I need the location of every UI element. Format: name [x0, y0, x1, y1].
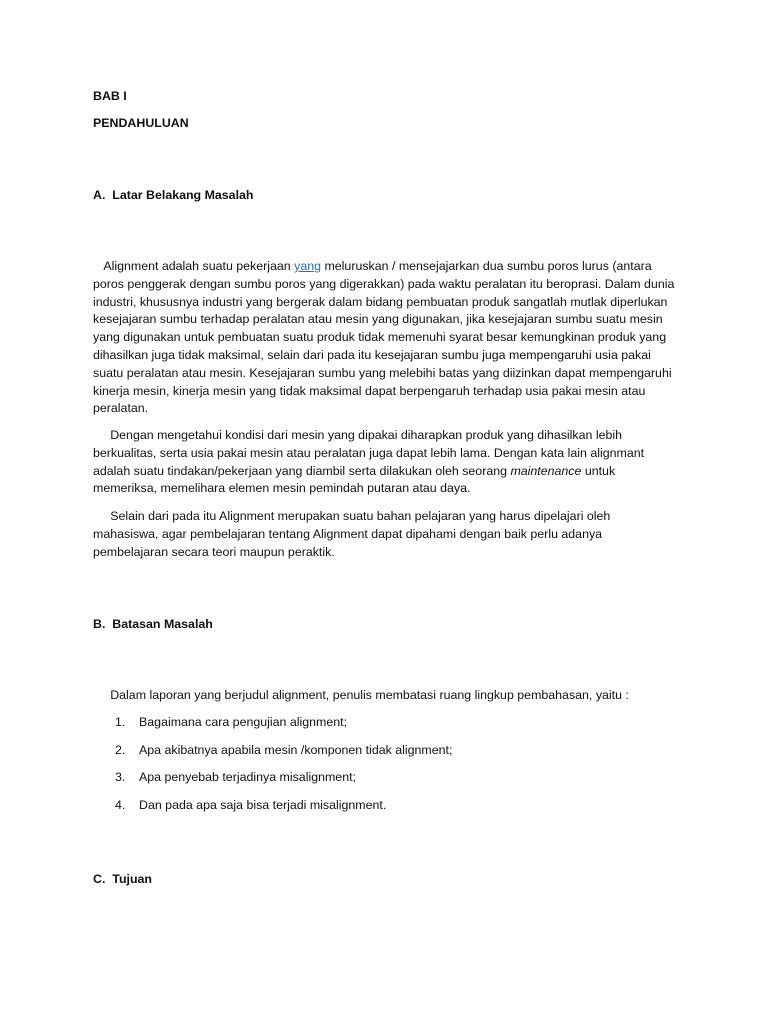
chapter-number: BAB I — [93, 89, 127, 103]
scope-list — [115, 714, 452, 824]
paragraph-scope-intro — [93, 687, 678, 705]
section-a-title: Latar Belakang Masalah — [112, 188, 254, 202]
paragraph-1-start: Alignment adalah suatu pekerjaan — [103, 259, 295, 273]
italic-maintenance: maintenance — [510, 463, 582, 478]
paragraph-background-1 — [93, 258, 678, 418]
section-b-label: B. — [93, 617, 106, 631]
section-a-heading — [93, 187, 253, 205]
list-item-text: Apa penyebab terjadinya misalignment; — [139, 770, 356, 784]
list-item-number: 1. — [115, 715, 126, 729]
section-b-heading — [93, 616, 213, 634]
paragraph-2-rest: untuk memeriksa, memelihara elemen mesin pemindah putaran atau daya. — [93, 463, 616, 496]
list-item — [115, 742, 452, 770]
section-b-title: Batasan Masalah — [112, 617, 213, 631]
paragraph-background-2 — [93, 427, 678, 498]
list-item — [115, 714, 452, 742]
paragraph-background-3 — [93, 508, 678, 561]
list-item — [115, 769, 452, 797]
section-c-title: Tujuan — [112, 872, 152, 886]
paragraph-2-start: Dengan mengetahui kondisi dari mesin yang dipakai diharapkan produk yang dihasilkan lebih berkualitas, serta usia pakai mesin atau peralatan juga dapat lebih lama. Dengan kata lain alignmant adalah suatu tindakan/pekerjaan yang diambil serta dilakukan oleh seorang — [93, 428, 645, 478]
hyperlink-yang[interactable]: yang — [294, 259, 322, 273]
scope-intro-text: Dalam laporan yang berjudul alignment, penulis membatasi ruang lingkup pembahasan, yaitu : — [110, 688, 629, 702]
paragraph-3-text: Selain dari pada itu Alignment merupakan suatu bahan pelajaran yang harus dipelajari oleh mahasiswa, agar pembelajaran tentang Alignment dapat dipahami dengan baik perlu adanya pembelajaran secara teori maupun peraktik. — [93, 509, 611, 559]
section-a-label: A. — [93, 188, 106, 202]
list-item-number: 3. — [115, 770, 126, 784]
chapter-title: PENDAHULUAN — [93, 116, 189, 130]
list-item-number: 2. — [115, 742, 126, 757]
section-c-heading — [93, 871, 152, 889]
list-item-text: Dan pada apa saja bisa terjadi misalignment. — [139, 797, 387, 812]
paragraph-1-rest: meluruskan / mensejajarkan dua sumbu poros lurus (antara poros penggerak dengan sumbu poros yang digerakkan) pada waktu peralatan itu beroprasi. Dalam dunia industri, khususnya industri yang bergerak dalam bidang pembuatan produk sangatlah mutlak diperlukan kesejajaran sumbu terhadap peralatan atau mesin yang digunakan, jika kesejajaran sumbu suatu mesin yang digunakan untuk pembuatan suatu produk tidak memenuhi syarat besar kemungkinan produk yang dihasilkan juga tidak maksimal, selain dari pada itu kesejajaran sumbu juga mempengaruhi usia pakai suatu peralatan atau mesin. Kesejajaran sumbu yang melebihi batas yang diizinkan dapat mempengaruhi kinerja mesin, kinerja mesin yang tidak maksimal dapat berpengaruh terhadap usia pakai mesin atau peralatan. — [93, 259, 675, 416]
section-c-label: C. — [93, 872, 106, 886]
list-item — [115, 797, 452, 825]
list-item-text: Bagaimana cara pengujian alignment; — [139, 715, 348, 729]
list-item-text: Apa akibatnya apabila mesin /komponen tidak alignment; — [139, 742, 453, 757]
list-item-number: 4. — [115, 797, 126, 812]
